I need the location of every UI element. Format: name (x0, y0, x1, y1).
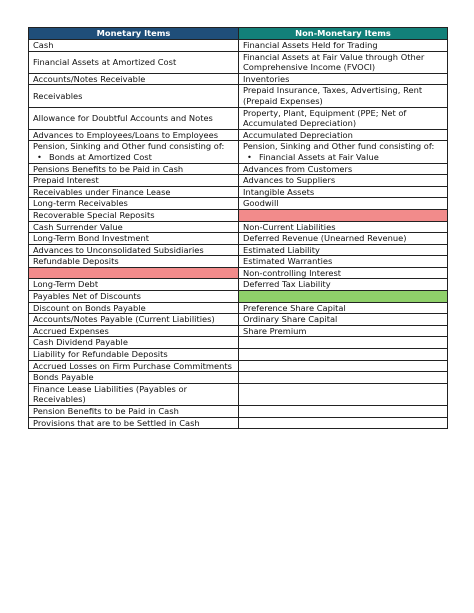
monetary-cell: Receivables under Finance Lease (29, 186, 239, 198)
table-row (29, 325, 448, 337)
non-monetary-cell: Property, Plant, Equipment (PPE; Net of Accumulated Depreciation) (239, 107, 448, 129)
non-monetary-cell: Preference Share Capital (239, 302, 448, 314)
non-monetary-cell: Estimated Liability (239, 244, 448, 256)
table-row (29, 291, 448, 303)
non-monetary-cell: Share Premium (239, 325, 448, 337)
monetary-cell: Payables Net of Discounts (29, 291, 239, 303)
monetary-cell: Recoverable Special Reposits (29, 209, 239, 221)
monetary-cell: Pension Benefits to be Paid in Cash (29, 406, 239, 418)
monetary-cell: Long-Term Debt (29, 279, 239, 291)
non-monetary-cell: Financial Assets at Fair Value through Other Comprehensive Income (FVOCI) (239, 51, 448, 73)
table-row (29, 372, 448, 384)
monetary-cell: Provisions that are to be Settled in Cash (29, 417, 239, 429)
table-row (29, 360, 448, 372)
monetary-cell (29, 141, 239, 163)
non-monetary-cell: Non-controlling Interest (239, 267, 448, 279)
table-row (29, 186, 448, 198)
table-row (29, 244, 448, 256)
non-monetary-cell: Non-Current Liabilities (239, 221, 448, 233)
table-row (29, 221, 448, 233)
highlight-cell-red (29, 267, 239, 279)
table-row (29, 85, 448, 107)
table-row (29, 163, 448, 175)
table-row (29, 383, 448, 405)
monetary-cell: Receivables (29, 85, 239, 107)
monetary-cell: Accounts/Notes Receivable (29, 73, 239, 85)
table-row (29, 256, 448, 268)
monetary-cell: Cash Dividend Payable (29, 337, 239, 349)
highlight-cell-green (239, 291, 448, 303)
monetary-cell: Accounts/Notes Payable (Current Liabilities) (29, 314, 239, 326)
monetary-cell: Liability for Refundable Deposits (29, 349, 239, 361)
non-monetary-header: Non-Monetary Items (239, 28, 448, 40)
monetary-cell: Advances to Employees/Loans to Employees (29, 129, 239, 141)
non-monetary-cell: Accumulated Depreciation (239, 129, 448, 141)
non-monetary-cell (239, 417, 448, 429)
monetary-cell: Long-term Receivables (29, 198, 239, 210)
non-monetary-cell: Inventories (239, 73, 448, 85)
table-row (29, 175, 448, 187)
monetary-cell: Prepaid Interest (29, 175, 239, 187)
non-monetary-cell (239, 383, 448, 405)
non-monetary-cell: Estimated Warranties (239, 256, 448, 268)
monetary-items-table (28, 27, 448, 429)
table-row (29, 406, 448, 418)
fund-heading: Pension, Sinking and Other fund consisting of: (243, 141, 435, 152)
monetary-header: Monetary Items (29, 28, 239, 40)
table-header (29, 28, 448, 40)
monetary-cell: Accrued Expenses (29, 325, 239, 337)
monetary-cell: Cash (29, 40, 239, 52)
non-monetary-cell: Deferred Tax Liability (239, 279, 448, 291)
monetary-cell: Financial Assets at Amortized Cost (29, 51, 239, 73)
monetary-cell: Refundable Deposits (29, 256, 239, 268)
fund-bullet: • Bonds at Amortized Cost (33, 152, 234, 163)
non-monetary-cell (239, 360, 448, 372)
table-row (29, 73, 448, 85)
monetary-cell: Discount on Bonds Payable (29, 302, 239, 314)
monetary-cell: Pensions Benefits to be Paid in Cash (29, 163, 239, 175)
non-monetary-cell (239, 372, 448, 384)
non-monetary-cell: Financial Assets Held for Trading (239, 40, 448, 52)
header-row (29, 28, 448, 40)
table-row (29, 107, 448, 129)
non-monetary-cell (239, 337, 448, 349)
non-monetary-cell: Deferred Revenue (Unearned Revenue) (239, 233, 448, 245)
monetary-cell: Bonds Payable (29, 372, 239, 384)
monetary-cell: Finance Lease Liabilities (Payables or Receivables) (29, 383, 239, 405)
table-row (29, 40, 448, 52)
highlight-cell-red (239, 209, 448, 221)
non-monetary-cell: Intangible Assets (239, 186, 448, 198)
non-monetary-cell: Ordinary Share Capital (239, 314, 448, 326)
table-row (29, 233, 448, 245)
non-monetary-cell (239, 141, 448, 163)
fund-heading: Pension, Sinking and Other fund consisting of: (33, 141, 225, 152)
table-row (29, 337, 448, 349)
table-row (29, 209, 448, 221)
non-monetary-cell: Prepaid Insurance, Taxes, Advertising, Rent (Prepaid Expenses) (239, 85, 448, 107)
fund-bullet: • Financial Assets at Fair Value (243, 152, 443, 163)
monetary-cell: Long-Term Bond Investment (29, 233, 239, 245)
table-row (29, 129, 448, 141)
non-monetary-cell (239, 406, 448, 418)
non-monetary-cell (239, 349, 448, 361)
monetary-cell: Allowance for Doubtful Accounts and Notes (29, 107, 239, 129)
table-body (29, 40, 448, 429)
table-row (29, 267, 448, 279)
monetary-cell: Cash Surrender Value (29, 221, 239, 233)
table-row (29, 198, 448, 210)
non-monetary-cell: Advances from Customers (239, 163, 448, 175)
table-row (29, 51, 448, 73)
table-row (29, 141, 448, 163)
monetary-cell: Accrued Losses on Firm Purchase Commitments (29, 360, 239, 372)
non-monetary-cell: Goodwill (239, 198, 448, 210)
table-row (29, 302, 448, 314)
non-monetary-cell: Advances to Suppliers (239, 175, 448, 187)
table-row (29, 349, 448, 361)
monetary-cell: Advances to Unconsolidated Subsidiaries (29, 244, 239, 256)
table-row (29, 417, 448, 429)
table-row (29, 279, 448, 291)
table-row (29, 314, 448, 326)
